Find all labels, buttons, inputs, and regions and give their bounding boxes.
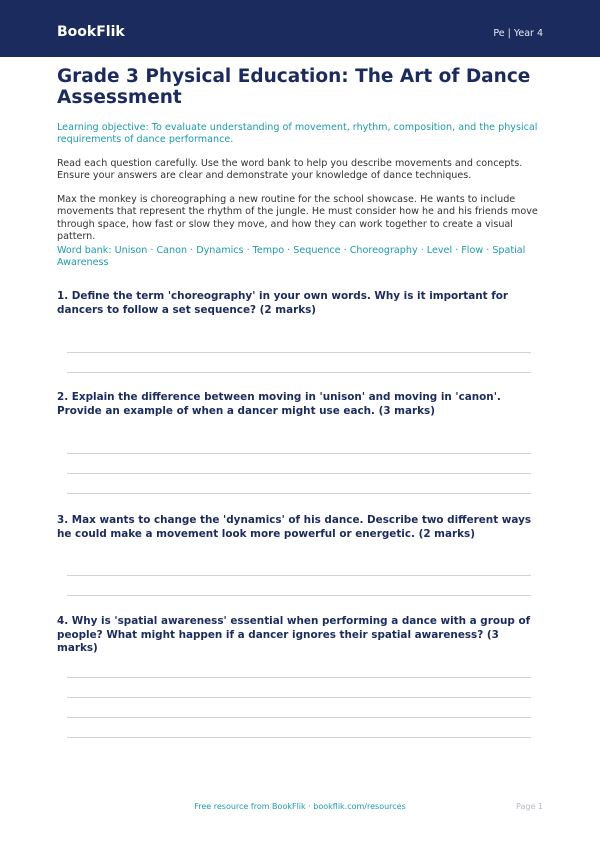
- answer-line[interactable]: [67, 473, 531, 474]
- answer-line[interactable]: [67, 453, 531, 454]
- page-header: [0, 0, 600, 57]
- question-4: 4. Why is 'spatial awareness' essential when performing a dance with a group of people? What might happen if a dancer ignores their spatial awareness? (3 marks): [57, 615, 531, 654]
- answer-line[interactable]: [67, 493, 531, 494]
- question-1: 1. Define the term 'choreography' in your own words. Why is it important for dancers to follow a set sequence? (2 marks): [57, 290, 509, 316]
- answer-line[interactable]: [67, 352, 531, 353]
- brand-logo: BookFlik: [57, 24, 125, 40]
- question-3: 3. Max wants to change the 'dynamics' of his dance. Describe two different ways he could make a movement look more powerful or energetic. (2 marks): [57, 514, 532, 540]
- instructions-text: Read each question carefully. Use the word bank to help you describe movements and concepts. Ensure your answers are clear and demonstrate your knowledge of dance techniques.: [57, 158, 523, 182]
- page-number: Page 1: [516, 802, 543, 811]
- answer-line[interactable]: [67, 737, 531, 738]
- footer-resource-link[interactable]: Free resource from BookFlik · bookflik.com/resources: [194, 802, 406, 811]
- question-2: 2. Explain the difference between moving in 'unison' and moving in 'canon'. Provide an example of when a dancer might use each. (3 marks): [57, 391, 501, 417]
- answer-line[interactable]: [67, 697, 531, 698]
- answer-line[interactable]: [67, 595, 531, 596]
- subject-year-label: Pe | Year 4: [493, 28, 543, 39]
- scenario-text: Max the monkey is choreographing a new routine for the school showcase. He wants to include movements that represent the rhythm of the jungle. He must consider how he and his friends move through space, how fast or slow they move, and how they can work together to create a visual pattern.: [57, 194, 538, 243]
- word-bank: Word bank: Unison · Canon · Dynamics · Tempo · Sequence · Choreography · Level · Flow · Spatial Awareness: [57, 245, 526, 269]
- answer-line[interactable]: [67, 677, 531, 678]
- page-title: Grade 3 Physical Education: The Art of Dance Assessment: [57, 66, 531, 108]
- answer-line[interactable]: [67, 372, 531, 373]
- learning-objective: Learning objective: To evaluate understanding of movement, rhythm, composition, and the physical requirements of dance performance.: [57, 122, 538, 146]
- answer-line[interactable]: [67, 575, 531, 576]
- answer-line[interactable]: [67, 717, 531, 718]
